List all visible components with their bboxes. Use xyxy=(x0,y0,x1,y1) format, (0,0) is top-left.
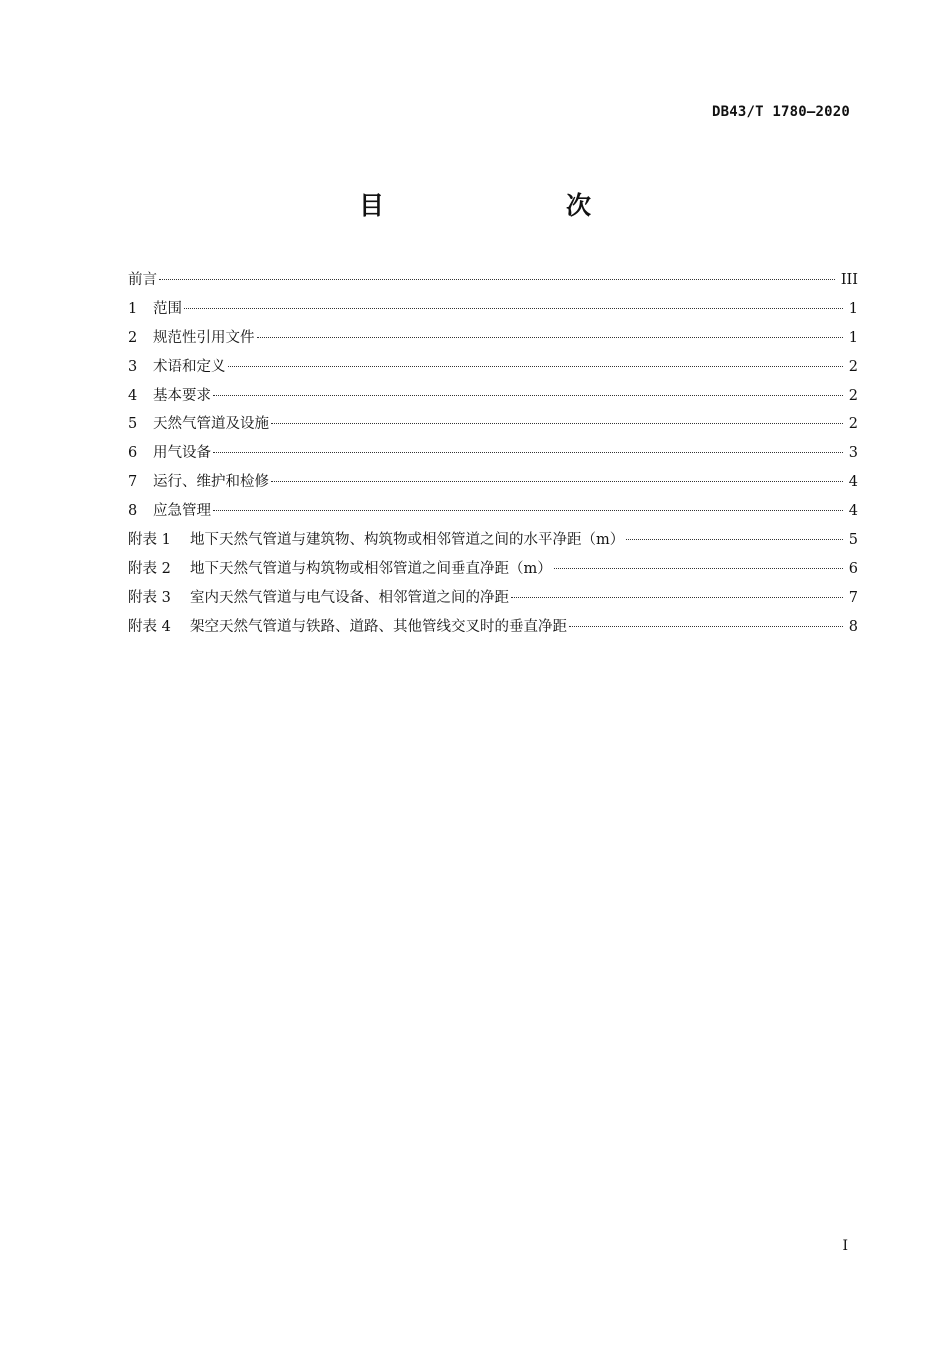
toc-entry-number: 4 xyxy=(128,387,138,404)
toc-entry-number: 5 xyxy=(128,416,138,433)
toc-entry-label: 天然气管道及设施 xyxy=(153,416,269,433)
toc-dot-leader xyxy=(511,597,843,598)
toc-entry-page: 8 xyxy=(848,618,858,635)
toc-entry-page: 3 xyxy=(848,445,858,462)
toc-entry-page: 2 xyxy=(848,416,858,433)
toc-entry-page: 1 xyxy=(848,329,858,346)
toc-entry-page: III xyxy=(840,272,858,288)
toc-entry-label: 用气设备 xyxy=(153,445,211,462)
toc-entry-number: 附表 4 xyxy=(128,618,171,635)
toc-entry-page: 6 xyxy=(848,560,858,577)
toc-dot-leader xyxy=(228,366,843,367)
toc-entry-number: 6 xyxy=(128,445,138,462)
toc-entry-appendix-3[interactable] xyxy=(128,584,858,613)
toc-entry-label: 运行、维护和检修 xyxy=(153,474,269,491)
standard-number: DB43/T 1780—2020 xyxy=(711,104,850,120)
toc-entry-number: 附表 1 xyxy=(128,532,171,549)
toc-entry-appendix-4[interactable] xyxy=(128,613,858,642)
toc-dot-leader xyxy=(159,279,835,280)
toc-entry-label: 架空天然气管道与铁路、道路、其他管线交叉时的垂直净距 xyxy=(190,618,567,635)
toc-entry-label: 术语和定义 xyxy=(153,358,226,375)
toc-entry-page: 4 xyxy=(848,474,858,491)
page-title: 目 次 xyxy=(358,191,635,220)
toc-entry-number: 2 xyxy=(128,329,138,346)
toc-entry-section-1[interactable] xyxy=(128,295,858,324)
toc-entry-appendix-2[interactable] xyxy=(128,555,858,584)
toc-entry-page: 5 xyxy=(848,532,858,549)
toc-dot-leader xyxy=(626,539,843,540)
toc-entry-page: 4 xyxy=(848,503,858,520)
toc-dot-leader xyxy=(184,308,843,309)
toc-entry-label: 范围 xyxy=(153,300,182,317)
toc-entry-page: 2 xyxy=(848,387,858,404)
toc-entry-section-4[interactable] xyxy=(128,382,858,411)
table-of-contents xyxy=(128,266,858,642)
toc-entry-page: 1 xyxy=(848,300,858,317)
toc-entry-number: 8 xyxy=(128,503,138,520)
toc-dot-leader xyxy=(213,395,843,396)
toc-entry-number: 附表 3 xyxy=(128,589,171,606)
toc-entry-label: 规范性引用文件 xyxy=(153,329,255,346)
toc-entry-number: 7 xyxy=(128,474,138,491)
toc-dot-leader xyxy=(257,337,843,338)
toc-dot-leader xyxy=(271,481,843,482)
toc-entry-section-5[interactable] xyxy=(128,410,858,439)
toc-entry-page: 2 xyxy=(848,358,858,375)
toc-entry-section-8[interactable] xyxy=(128,497,858,526)
toc-entry-section-6[interactable] xyxy=(128,439,858,468)
toc-dot-leader xyxy=(213,510,843,511)
toc-entry-section-2[interactable] xyxy=(128,324,858,353)
toc-dot-leader xyxy=(554,568,843,569)
toc-entry-appendix-1[interactable] xyxy=(128,526,858,555)
toc-dot-leader xyxy=(213,452,843,453)
toc-entry-preface[interactable] xyxy=(128,266,858,295)
toc-entry-label: 室内天然气管道与电气设备、相邻管道之间的净距 xyxy=(190,589,509,606)
toc-entry-page: 7 xyxy=(848,589,858,606)
toc-entry-number: 1 xyxy=(128,300,138,317)
toc-entry-label: 地下天然气管道与建筑物、构筑物或相邻管道之间的水平净距（m） xyxy=(190,532,625,549)
toc-entry-label: 前言 xyxy=(128,272,157,288)
toc-entry-number: 附表 2 xyxy=(128,560,171,577)
toc-entry-section-3[interactable] xyxy=(128,353,858,382)
page-number: I xyxy=(842,1238,848,1254)
toc-entry-section-7[interactable] xyxy=(128,468,858,497)
toc-dot-leader xyxy=(271,423,843,424)
toc-dot-leader xyxy=(569,626,843,627)
toc-entry-label: 地下天然气管道与构筑物或相邻管道之间垂直净距（m） xyxy=(190,560,552,577)
toc-entry-label: 基本要求 xyxy=(153,387,211,404)
toc-entry-label: 应急管理 xyxy=(153,503,211,520)
toc-entry-number: 3 xyxy=(128,358,138,375)
